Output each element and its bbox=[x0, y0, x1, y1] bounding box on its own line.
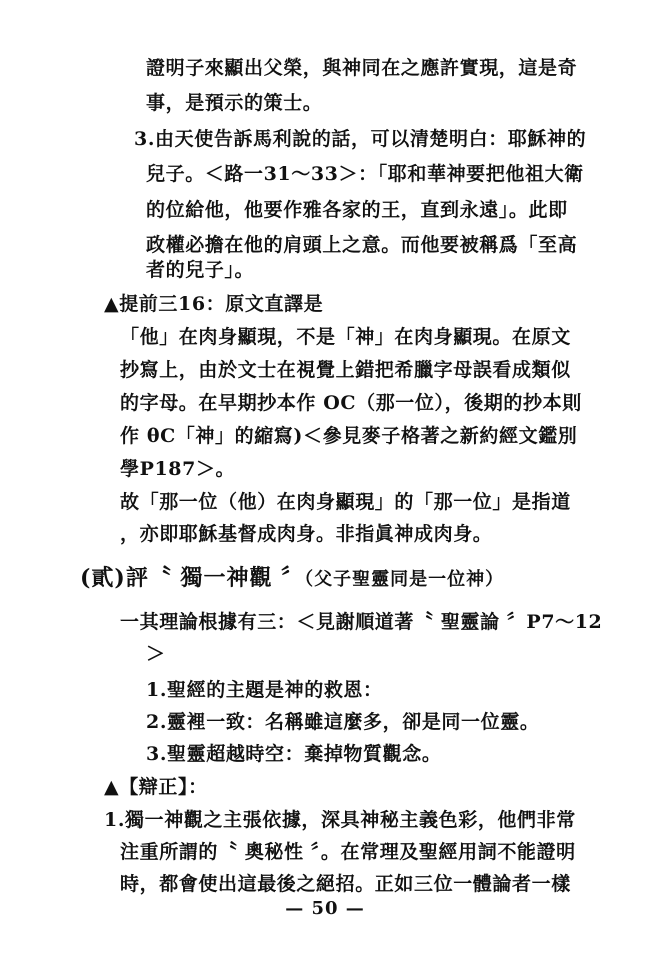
text-line: ，亦即耶穌基督成肉身。非指眞神成肉身。 bbox=[120, 523, 493, 545]
section-heading bbox=[80, 566, 504, 592]
text-line: 兒子。＜路一31～33＞：「耶和華神要把他祖大衛 bbox=[146, 163, 584, 185]
text-line: 1.獨一神觀之主張依據，深具神秘主義色彩，他們非常 bbox=[104, 809, 576, 831]
text-line: 2.靈裡一致：名稱雖這麼多，卻是同一位靈。 bbox=[146, 711, 540, 733]
page-number: — 50 — bbox=[285, 898, 365, 919]
text-line: 1.聖經的主題是神的救恩： bbox=[146, 679, 383, 701]
text-line: 的位給他，他要作雅各家的王，直到永遠」。此即 bbox=[146, 199, 568, 221]
section-heading-title: (貳)評〝 獨一神觀 〞 bbox=[80, 565, 305, 591]
text-line: 的字母。在早期抄本作 OC（那一位），後期的抄本則 bbox=[120, 392, 582, 414]
text-line: ＞ bbox=[146, 643, 166, 665]
text-line: 一其理論根據有三：＜見謝順道著〝 聖靈論 〞P7～12 bbox=[120, 611, 603, 633]
text-line: 3.聖靈超越時空：棄掉物質觀念。 bbox=[146, 743, 442, 765]
text-line: 注重所謂的〝 奧秘性 〞。在常理及聖經用詞不能證明 bbox=[120, 841, 576, 863]
text-line: 政權必擔在他的肩頭上之意。而他要被稱爲「至高 bbox=[146, 234, 578, 256]
text-line: 故「那一位（他）在肉身顯現」的「那一位」是指道 bbox=[120, 491, 571, 513]
text-line: 者的兒子」。 bbox=[146, 259, 255, 281]
text-line: 「他」在肉身顯現，不是「神」在肉身顯現。在原文 bbox=[120, 326, 571, 348]
section-heading-subtitle: （父子聖靈同是一位神） bbox=[304, 569, 505, 590]
text-line: 事，是預示的策士。 bbox=[146, 92, 323, 114]
text-line: ▲提前三16：原文直譯是 bbox=[104, 293, 324, 315]
text-line: ▲【辯正】： bbox=[104, 776, 208, 798]
text-line: 證明子來顯出父榮，與神同在之應許實現，這是奇 bbox=[146, 57, 578, 79]
text-line: 3.由天使告訴馬利說的話，可以清楚明白：耶穌神的 bbox=[134, 128, 587, 150]
text-line: 抄寫上，由於文士在視覺上錯把希臘字母誤看成類似 bbox=[120, 359, 571, 381]
text-line: 作 θC「神」的縮寫)＜參見麥子格著之新約經文鑑別 bbox=[120, 425, 578, 447]
text-line: 時，都會使出這最後之絕招。正如三位一體論者一樣 bbox=[120, 873, 571, 895]
text-line: 學P187＞。 bbox=[120, 458, 236, 480]
